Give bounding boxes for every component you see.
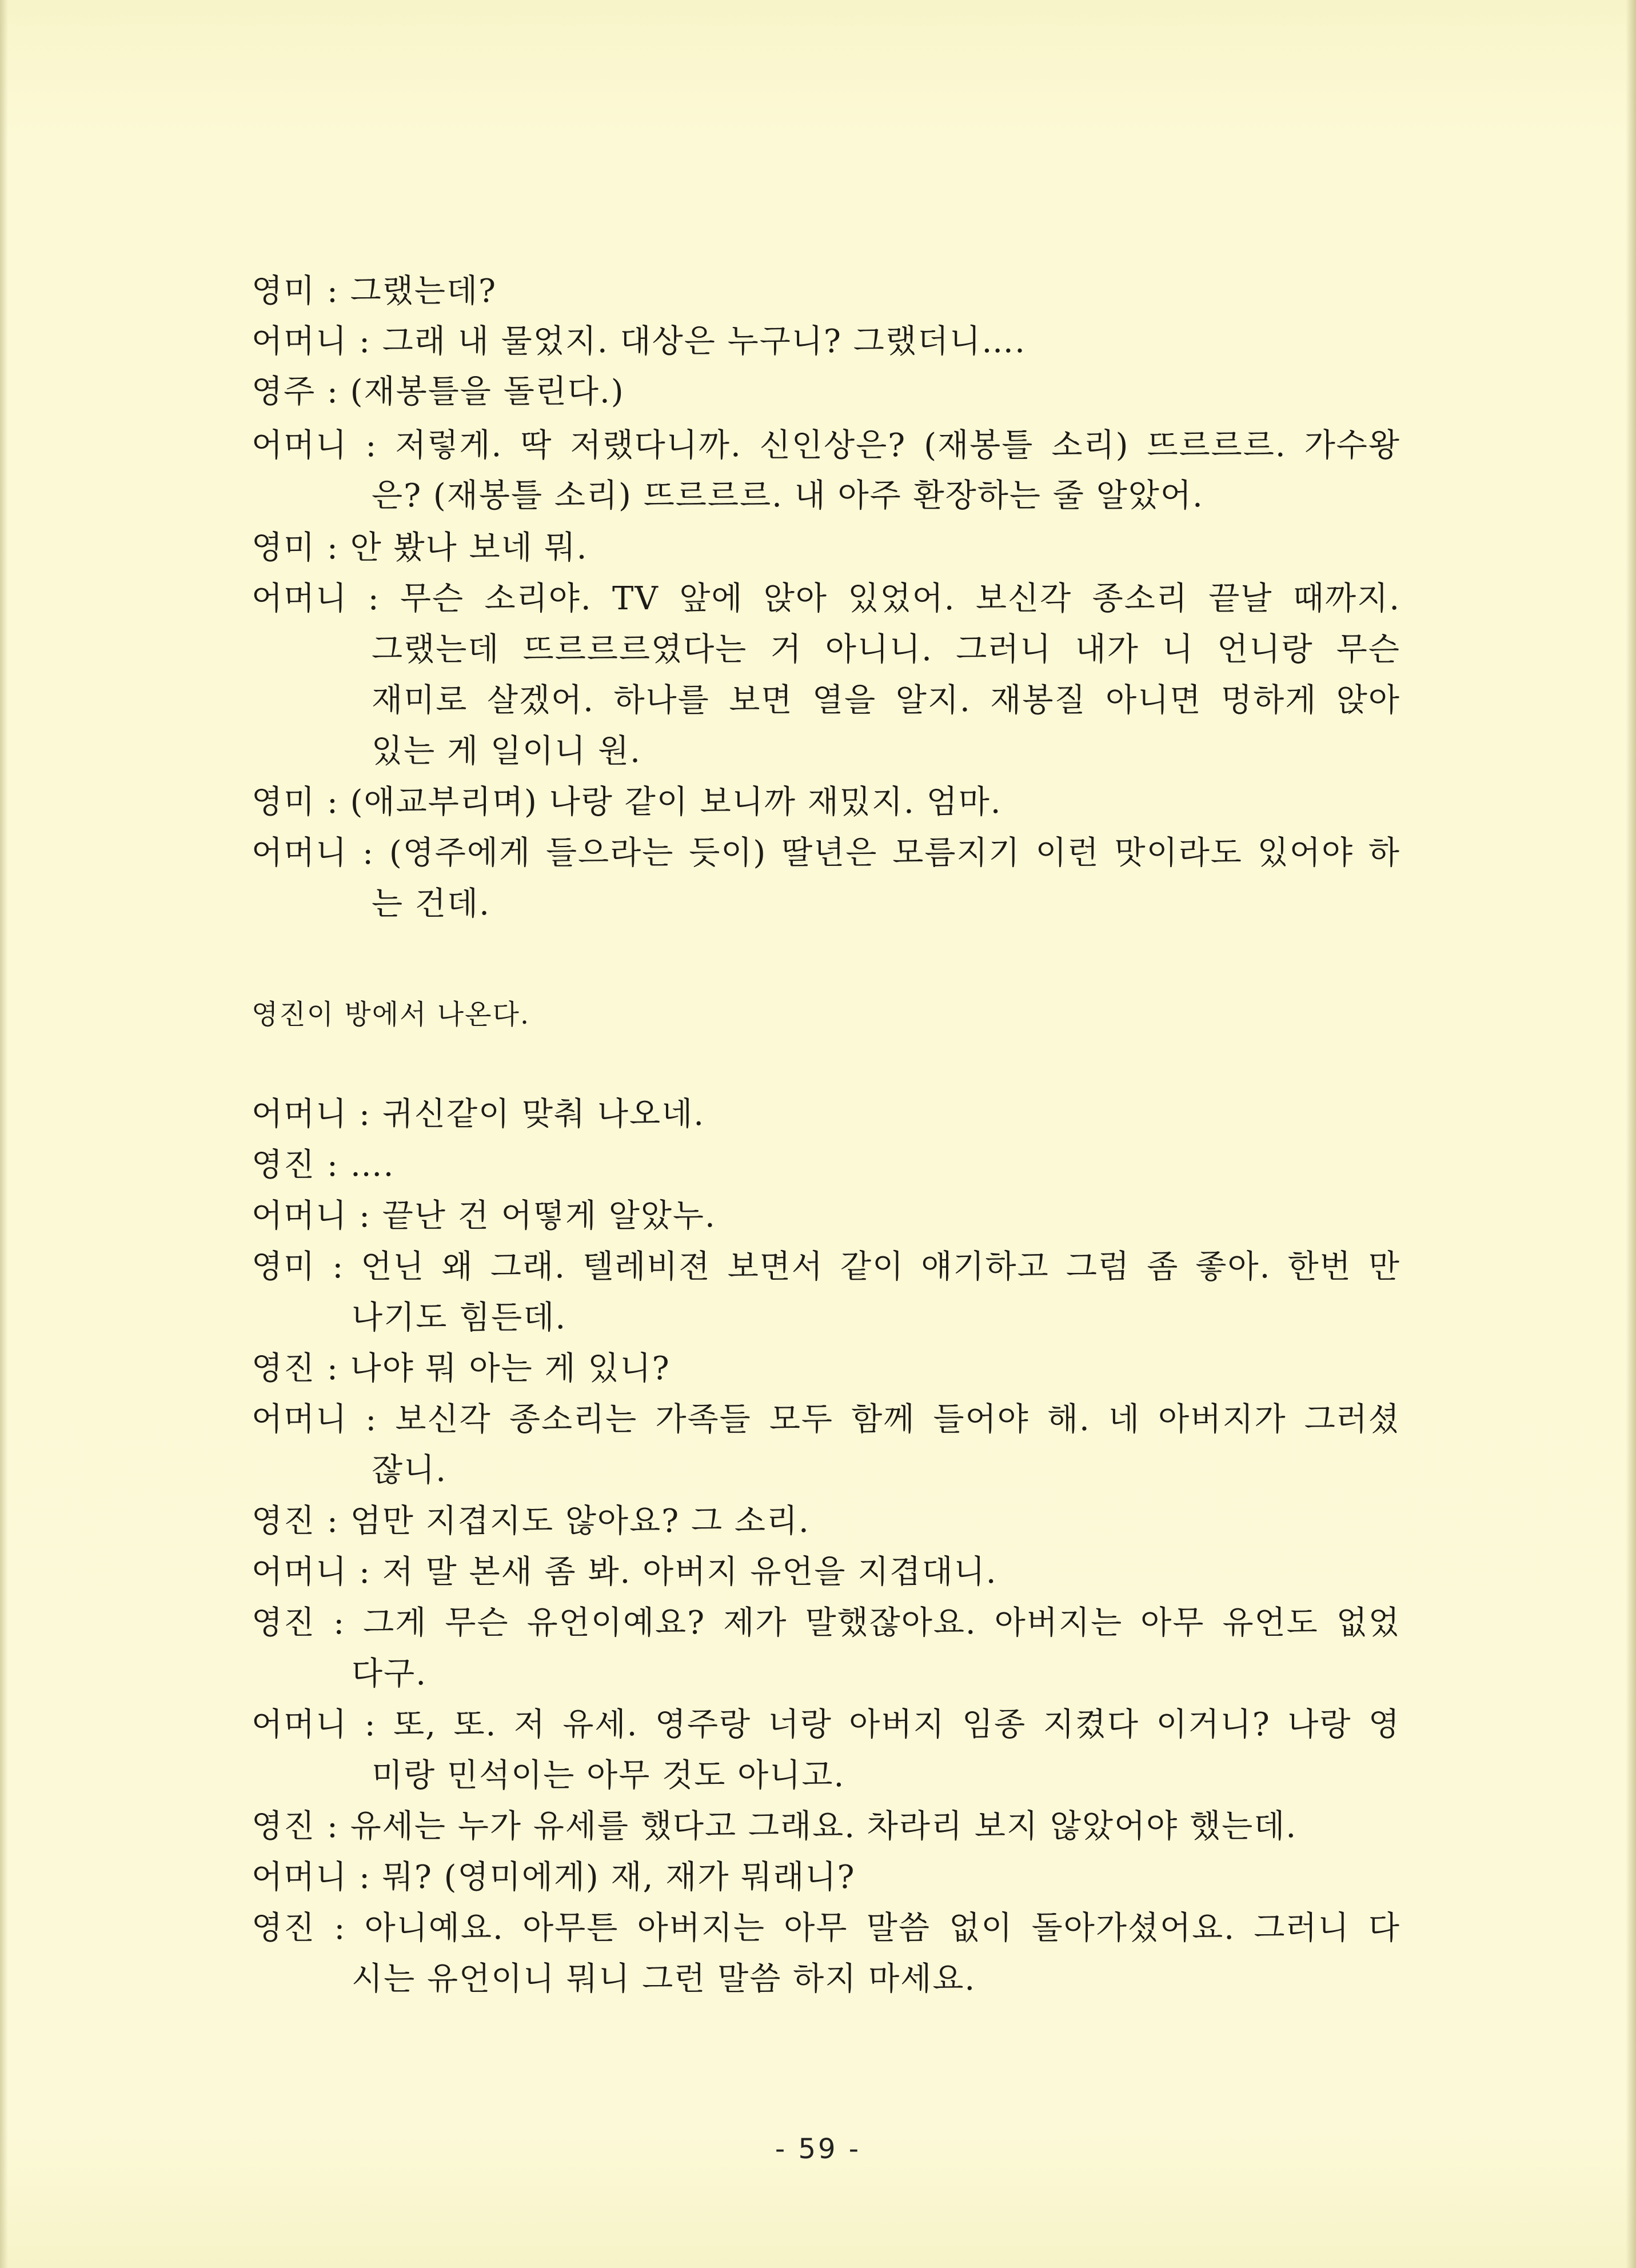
dialogue-line: 영진 : …. bbox=[252, 1147, 395, 1184]
dialogue-continuation: 는 건데. bbox=[372, 885, 490, 923]
dialogue-continuation: 나기도 힘든데. bbox=[352, 1299, 567, 1336]
dialogue-line: 영진 : 유세는 누가 유세를 했다고 그래요. 차라리 보지 않았어야 했는데. bbox=[252, 1808, 1298, 1845]
dialogue-line: 어머니 : 끝난 건 어떻게 알았누. bbox=[252, 1197, 716, 1235]
dialogue-line: 영미 : 안 봤나 보네 뭐. bbox=[252, 529, 588, 566]
dialogue-line: 어머니 : 또, 또. 저 유세. 영주랑 너랑 아버지 임종 지켰다 이거니? 나랑 영 bbox=[252, 1706, 1400, 1743]
stage-direction: 영진이 방에서 나온다. bbox=[252, 999, 530, 1031]
dialogue-line: 어머니 : 무슨 소리야. TV 앞에 앉아 있었어. 보신각 종소리 끝날 때까지. bbox=[252, 580, 1400, 617]
dialogue-continuation: 미랑 민석이는 아무 것도 아니고. bbox=[372, 1757, 845, 1794]
dialogue-line: 어머니 : 저렇게. 딱 저랬다니까. 신인상은? (재봉틀 소리) 뜨르르르. 가수왕 bbox=[252, 427, 1400, 464]
dialogue-line: 영미 : 그랬는데? bbox=[252, 273, 497, 310]
dialogue-line: 영진 : 나야 뭐 아는 게 있니? bbox=[252, 1350, 671, 1387]
dialogue-line: 어머니 : (영주에게 들으라는 듯이) 딸년은 모름지기 이런 맛이라도 있어야 하 bbox=[252, 834, 1400, 872]
page-number: - 59 - bbox=[775, 2133, 861, 2165]
stage-direction-line: 영주 : (재봉틀을 돌린다.) bbox=[252, 373, 625, 410]
dialogue-continuation: 그랬는데 뜨르르르였다는 거 아니니. 그러니 내가 니 언니랑 무슨 bbox=[372, 631, 1400, 668]
dialogue-continuation: 다구. bbox=[352, 1655, 427, 1692]
dialogue-line: 영진 : 엄만 지겹지도 않아요? 그 소리. bbox=[252, 1503, 810, 1540]
dialogue-continuation: 잖니. bbox=[372, 1452, 447, 1489]
dialogue-continuation: 재미로 살겠어. 하나를 보면 열을 알지. 재봉질 아니면 멍하게 앉아 bbox=[372, 682, 1400, 719]
dialogue-continuation: 있는 게 일이니 원. bbox=[372, 733, 641, 770]
dialogue-line: 어머니 : 저 말 본새 좀 봐. 아버지 유언을 지겹대니. bbox=[252, 1554, 997, 1591]
page-edge-left bbox=[0, 0, 8, 2268]
page-edge-right bbox=[1626, 0, 1636, 2268]
dialogue-line: 영미 : 언닌 왜 그래. 텔레비젼 보면서 같이 얘기하고 그럼 좀 좋아. 한번 만 bbox=[252, 1248, 1400, 1285]
dialogue-line: 영미 : (애교부리며) 나랑 같이 보니까 재밌지. 엄마. bbox=[252, 784, 1002, 821]
dialogue-line: 어머니 : 보신각 종소리는 가족들 모두 함께 들어야 해. 네 아버지가 그러셨 bbox=[252, 1401, 1400, 1438]
dialogue-line: 어머니 : 귀신같이 맞춰 나오네. bbox=[252, 1096, 705, 1133]
dialogue-line: 영진 : 아니예요. 아무튼 아버지는 아무 말씀 없이 돌아가셨어요. 그러니 다 bbox=[252, 1910, 1400, 1947]
dialogue-line: 어머니 : 뭐? (영미에게) 재, 재가 뭐래니? bbox=[252, 1859, 856, 1896]
dialogue-continuation: 시는 유언이니 뭐니 그런 말씀 하지 마세요. bbox=[352, 1960, 976, 1998]
dialogue-line: 어머니 : 그래 내 물었지. 대상은 누구니? 그랬더니…. bbox=[252, 323, 1026, 360]
dialogue-line: 영진 : 그게 무슨 유언이예요? 제가 말했잖아요. 아버지는 아무 유언도 없었 bbox=[252, 1604, 1400, 1642]
dialogue-continuation: 은? (재봉틀 소리) 뜨르르르. 내 아주 환장하는 줄 알았어. bbox=[372, 477, 1204, 514]
